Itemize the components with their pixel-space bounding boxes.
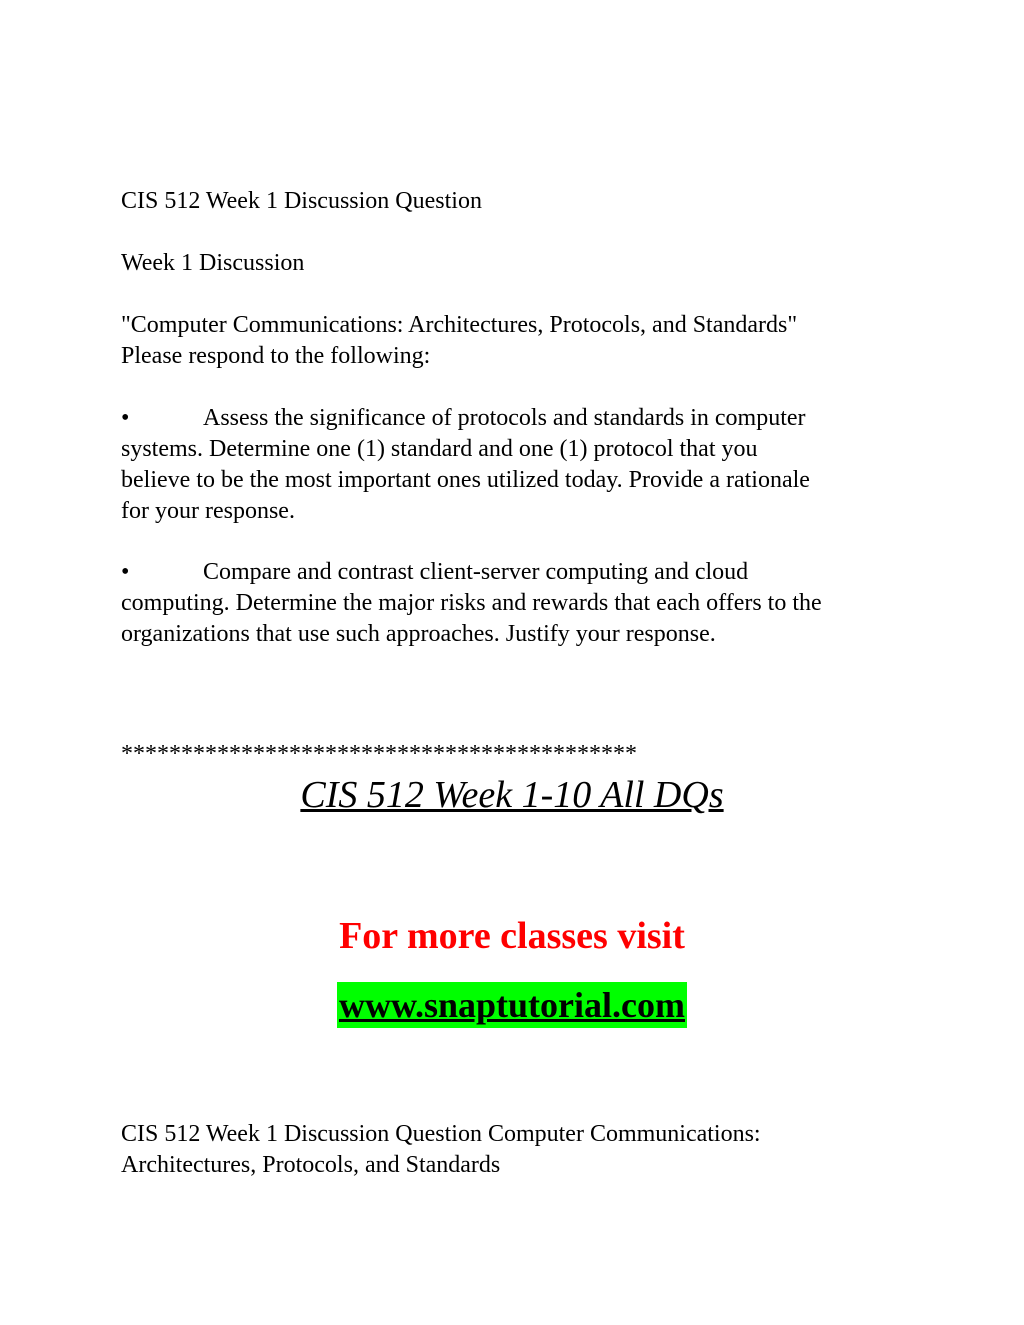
bullet-item-1: [121, 403, 921, 527]
separator-stars: *******************************************: [121, 741, 637, 767]
bullet-2-line-2: computing. Determine the major risks and rewards that each offers to the: [121, 590, 822, 616]
bullet-icon: •: [121, 559, 130, 585]
visit-text: For more classes visit: [339, 915, 685, 957]
bullet-icon: •: [121, 405, 130, 431]
site-link[interactable]: www.snaptutorial.com: [337, 982, 687, 1028]
bullet-1-line-4: for your response.: [121, 498, 295, 524]
bullet-item-2: [121, 557, 921, 650]
bullet-2-line-3: organizations that use such approaches. Justify your response.: [121, 621, 716, 647]
site-link-row: [0, 982, 1024, 1028]
bullet-1-first-line: [121, 403, 921, 434]
all-dqs-link[interactable]: CIS 512 Week 1-10 All DQs: [300, 774, 724, 816]
bullet-1-line-3: believe to be the most important ones utilized today. Provide a rationale: [121, 467, 810, 493]
footer-line-1: CIS 512 Week 1 Discussion Question Computer Communications:: [121, 1121, 761, 1147]
prompt-line-2: Please respond to the following:: [121, 343, 431, 369]
all-dqs-link-row: [0, 772, 1024, 818]
prompt-line-1: "Computer Communications: Architectures, Protocols, and Standards": [121, 312, 798, 338]
bullet-1-line-2: systems. Determine one (1) standard and one (1) protocol that you: [121, 436, 758, 462]
document-heading: CIS 512 Week 1 Discussion Question: [121, 188, 482, 214]
footer-line-2: Architectures, Protocols, and Standards: [121, 1152, 501, 1178]
bullet-2-line-1: Compare and contrast client-server computing and cloud: [203, 559, 749, 585]
bullet-1-line-1: Assess the significance of protocols and standards in computer: [203, 405, 806, 431]
document-subheading: Week 1 Discussion: [121, 250, 305, 276]
bullet-2-first-line: [121, 557, 921, 588]
